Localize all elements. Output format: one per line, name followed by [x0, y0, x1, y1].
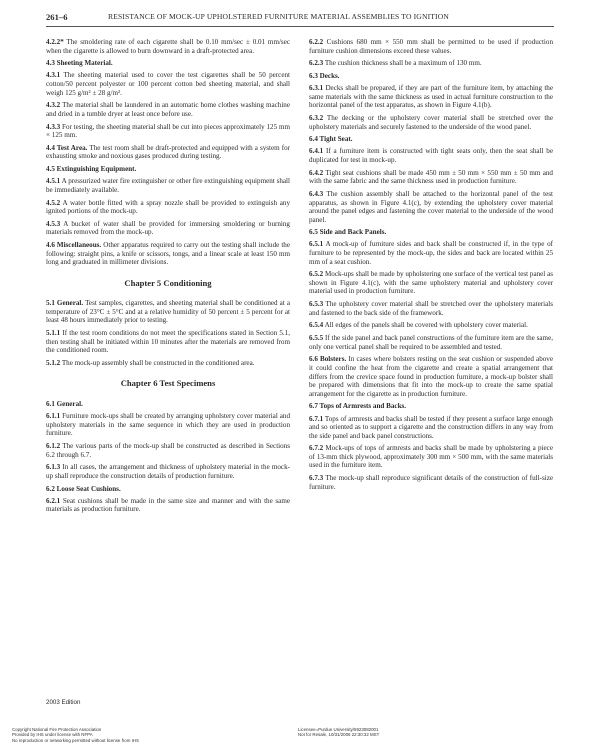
section-number: 6.2.3 — [309, 59, 324, 68]
section-number: 4.5.1 — [46, 177, 61, 186]
chapter-heading: Chapter 6 Test Specimens — [120, 378, 216, 389]
paragraph-text: The mock-up shall reproduce significant details of the construction of full-size furniture. — [309, 474, 553, 491]
section-number: 6.7 — [309, 402, 318, 411]
paragraph-text: A mock-up of furniture sides and back shall be constructed if, in the type of furniture to be represented by the mock-up, the sides and back are located within 25 mm of a seat cushion. — [309, 240, 553, 266]
footer-line: Not for Resale, 10/31/2006 22:30:32 MST — [298, 732, 380, 738]
footer-line: Licensee=Purdue University/5923082001 — [298, 727, 379, 732]
section-number: 6.5.5 — [309, 334, 324, 343]
paragraph — [309, 38, 553, 55]
section-number: 4.3 — [46, 59, 55, 68]
paragraph — [309, 84, 553, 110]
paragraph — [309, 114, 553, 131]
paragraph-text: The mock-up assembly shall be constructed in the conditioned area. — [61, 358, 255, 367]
paragraph-text: The various parts of the mock-up shall be constructed as described in Sections 6.2 through 6.7. — [46, 441, 290, 459]
paragraph — [309, 444, 553, 470]
section-title: Tops of Armrests and Backs. — [319, 402, 407, 411]
section-title: General. — [56, 400, 83, 409]
paragraph — [46, 442, 290, 459]
page-number: 261–6 — [46, 12, 68, 22]
section-heading — [46, 400, 290, 409]
section-number: 4.3.2 — [46, 101, 61, 110]
footer-line: Provided by IHS under license with NFPA — [12, 732, 93, 738]
section-number: 6.5 — [309, 228, 318, 237]
paragraph-text: If the test room conditions do not meet the specifications stated in Section 5.1, then testing shall be initiated within 10 minutes after the materials are removed from the conditioned room. — [46, 329, 291, 355]
paragraph-text: Decks shall be prepared, if they are part of the furniture item, by attaching the same materials with the same thickness as used in actual furniture construction to the horizontal panel of the test apparatus, as shown in Figure 4.1(b). — [309, 84, 553, 110]
section-number: 6.5.2 — [309, 270, 324, 279]
section-number: 4.6 Miscellaneous. — [46, 241, 102, 250]
section-number: 4.5 — [46, 165, 55, 174]
section-title: Decks. — [319, 72, 340, 81]
paragraph — [46, 101, 290, 118]
paragraph-text: If a furniture item is constructed with tight seats only, then the seat shall be duplicated for test in mock-up. — [309, 147, 554, 164]
section-number: 6.4.1 — [309, 147, 324, 156]
section-number: 4.4 Test Area. — [46, 143, 88, 152]
section-number: 6.7.1 — [309, 414, 324, 423]
section-number: 6.7.3 — [309, 474, 324, 483]
section-number: 6.1.1 — [46, 412, 61, 421]
paragraph — [46, 299, 290, 325]
paragraph-text: A pressurized water fire extinguisher or other fire extinguishing equipment shall be immediately available. — [46, 177, 290, 194]
paragraph-text: Tops of armrests and backs shall be tested if they present a surface large enough and so oriented as to support a cigarette and the construction differs in any way from the side panel and back panel constructions. — [309, 414, 553, 440]
paragraph — [46, 241, 290, 267]
paragraph-text: Furniture mock-ups shall be created by arranging upholstery cover material and upholstery materials in the same sequence in which they are used in production furniture. — [46, 412, 290, 438]
section-number: 6.7.2 — [309, 444, 324, 453]
section-number: 6.4.3 — [309, 189, 324, 198]
running-title: RESISTANCE OF MOCK-UP UPHOLSTERED FURNITURE MATERIAL ASSEMBLIES TO IGNITION — [108, 12, 449, 21]
paragraph — [309, 190, 553, 224]
paragraph-text: The cushion thickness shall be a maximum of 130 mm. — [324, 59, 482, 68]
section-number: 6.2.2 — [309, 38, 324, 46]
paragraph — [46, 463, 290, 480]
section-title: Tight Seat. — [319, 135, 353, 144]
paragraph-text: The material shall be laundered in an automatic home clothes washing machine and dried in a tumble dryer at least once before use. — [46, 101, 290, 118]
paragraph — [46, 497, 290, 514]
section-number: 5.1 General. — [46, 299, 84, 308]
section-title: Extinguishing Equipment. — [56, 165, 137, 174]
paragraph — [309, 321, 553, 330]
paragraph-text: Mock-ups of tops of armrests and backs shall be made by upholstering a piece of 13-mm thick plywood, approximately 300 mm × 500 mm, with the same materials used in the furniture item. — [309, 444, 553, 470]
paragraph — [46, 412, 290, 438]
section-heading — [309, 72, 553, 81]
section-title: Side and Back Panels. — [319, 228, 387, 237]
section-number: 6.5.1 — [309, 240, 324, 249]
section-number: 6.4 — [309, 135, 318, 144]
paragraph — [309, 240, 553, 266]
section-heading — [309, 135, 553, 144]
paragraph-text: Other apparatus required to carry out the testing shall include the following: straight pins, a knife or scissors, tongs, and a linear scale at least 150 mm long and graduated in millimeter divisions. — [46, 241, 290, 267]
paragraph — [46, 199, 290, 216]
right-column — [309, 38, 553, 495]
paragraph-text: Cushions 680 mm × 550 mm shall be permitted to be used if production furniture cushion dimensions exceed these values. — [309, 38, 553, 55]
section-number: 6.2.1 — [46, 496, 61, 505]
paragraph-text: The cushion assembly shall be attached to the horizontal panel of the test apparatus, as shown in Figure 4.1(c), by extending the upholstery cover material around the panel edges and fastening the cover material to the underside of the wood panel. — [309, 189, 553, 224]
paragraph-text: For testing, the sheeting material shall be cut into pieces approximately 125 mm × 125 mm. — [46, 122, 290, 140]
paragraph-text: Mock-ups shall be made by upholstering one surface of the vertical test panel as shown in Figure 4.1(c), with the same upholstery material and upholstery cover material used in production furniture. — [309, 270, 553, 296]
section-number: 6.3.1 — [309, 84, 324, 93]
footer-copyright — [12, 727, 139, 743]
paragraph-text: Tight seat cushions shall be made 450 mm ± 50 mm × 550 mm ± 50 mm and with the same fabric and the same thickness used in production furniture. — [309, 168, 553, 186]
section-number: 4.3.3 — [46, 122, 61, 131]
paragraph-text: The smoldering rate of each cigarette shall be 0.10 mm/sec ± 0.01 mm/sec when the cigarette is allowed to burn downward in a draft-protected area. — [46, 38, 290, 55]
section-number: 6.1.2 — [46, 441, 61, 450]
section-number: 6.6 Bolsters. — [309, 355, 347, 364]
paragraph-text: Seat cushions shall be made in the same size and manner and with the same materials as production furniture. — [46, 496, 290, 514]
section-number: 6.1 — [46, 400, 55, 409]
paragraph — [46, 38, 290, 55]
paragraph-text: The decking or the upholstery cover material shall be stretched over the upholstery materials and securely fastened to the underside of the wood panel. — [309, 113, 553, 131]
paragraph — [46, 144, 290, 161]
paragraph-text: The upholstery cover material shall be stretched over the upholstery materials and fastened to the back side of the framework. — [309, 300, 553, 317]
paragraph — [309, 355, 553, 398]
edition-label: 2003 Edition — [46, 699, 81, 706]
section-title: Sheeting Material. — [56, 59, 113, 68]
section-heading — [46, 165, 290, 174]
paragraph — [309, 59, 553, 68]
section-number: 4.5.2 — [46, 198, 61, 207]
paragraph-text: A bucket of water shall be provided for immersing smoldering or burning materials removed from the mock-up. — [46, 219, 290, 237]
chapter-heading: Chapter 5 Conditioning — [124, 277, 212, 288]
section-number: 5.1.1 — [46, 329, 61, 338]
paragraph — [309, 270, 553, 296]
paragraph-text: In all cases, the arrangement and thickness of upholstery material in the mock-up shall reproduce the construction details of production furniture. — [46, 463, 290, 480]
section-number: 6.5.3 — [309, 300, 324, 309]
section-heading — [46, 485, 290, 494]
left-column — [46, 38, 290, 518]
paragraph — [46, 71, 290, 97]
footer-license — [298, 727, 379, 738]
section-heading — [309, 228, 553, 237]
paragraph-text: In cases where bolsters resting on the seat cushion or suspended above it could confine the heat from the cigarette and create a spatial arrangement that differs from the crevice space found in production furniture, a mock-up bolster shall be prepared with dimensions that fit into the mock-up to create the same spatial arrangement for the cigarette as in production furniture. — [309, 355, 553, 398]
paragraph — [309, 300, 553, 317]
section-number: 5.1.2 — [46, 358, 61, 367]
paragraph — [46, 220, 290, 237]
paragraph — [46, 329, 290, 355]
paragraph — [309, 474, 553, 491]
running-header — [46, 12, 554, 27]
paragraph-text: Test samples, cigarettes, and sheeting material shall be conditioned at a temperature of 23°C ± 5°C and at a relative humidity of 50 percent ± 5 percent for at least 48 hours immediately prior to testing. — [46, 299, 290, 325]
section-number: 6.1.3 — [46, 463, 61, 472]
footer-line: No reproduction or networking permitted without license from IHS — [12, 737, 139, 743]
paragraph — [309, 334, 553, 351]
section-number: 6.2 — [46, 484, 55, 493]
section-number: 6.4.2 — [309, 168, 324, 177]
section-number: 4.3.1 — [46, 71, 61, 80]
paragraph — [309, 415, 553, 441]
footer-line: Copyright National Fire Protection Association — [12, 727, 102, 732]
paragraph — [46, 123, 290, 140]
section-title: Loose Seat Cushions. — [56, 484, 121, 493]
section-number: 6.3.2 — [309, 113, 324, 122]
paragraph-text: The sheeting material used to cover the test cigarettes shall be 50 percent cotton/50 percent polyester or 100 percent cotton bed sheeting material, and shall weigh 125 g/m² ± 28 g/m². — [46, 71, 290, 97]
section-number: 6.5.4 — [309, 321, 324, 330]
section-heading — [46, 59, 290, 68]
section-number: 4.5.3 — [46, 219, 61, 228]
section-heading — [309, 402, 553, 411]
section-number: 4.2.2* — [46, 38, 64, 46]
paragraph — [309, 147, 553, 164]
paragraph — [46, 177, 290, 194]
paragraph — [309, 169, 553, 186]
paragraph-text: If the side panel and back panel constructions of the furniture item are the same, only one vertical panel shall be required to be assembled and tested. — [309, 334, 553, 351]
paragraph-text: All edges of the panels shall be covered with upholstery cover material. — [324, 321, 528, 330]
paragraph-text: The test room shall be draft-protected and equipped with a system for exhausting smoke and noxious gases produced during testing. — [46, 143, 290, 161]
paragraph — [46, 359, 290, 368]
paragraph-text: A water bottle fitted with a spray nozzle shall be provided to extinguish any ignited portions of the mock-up. — [46, 198, 290, 216]
section-number: 6.3 — [309, 72, 318, 81]
